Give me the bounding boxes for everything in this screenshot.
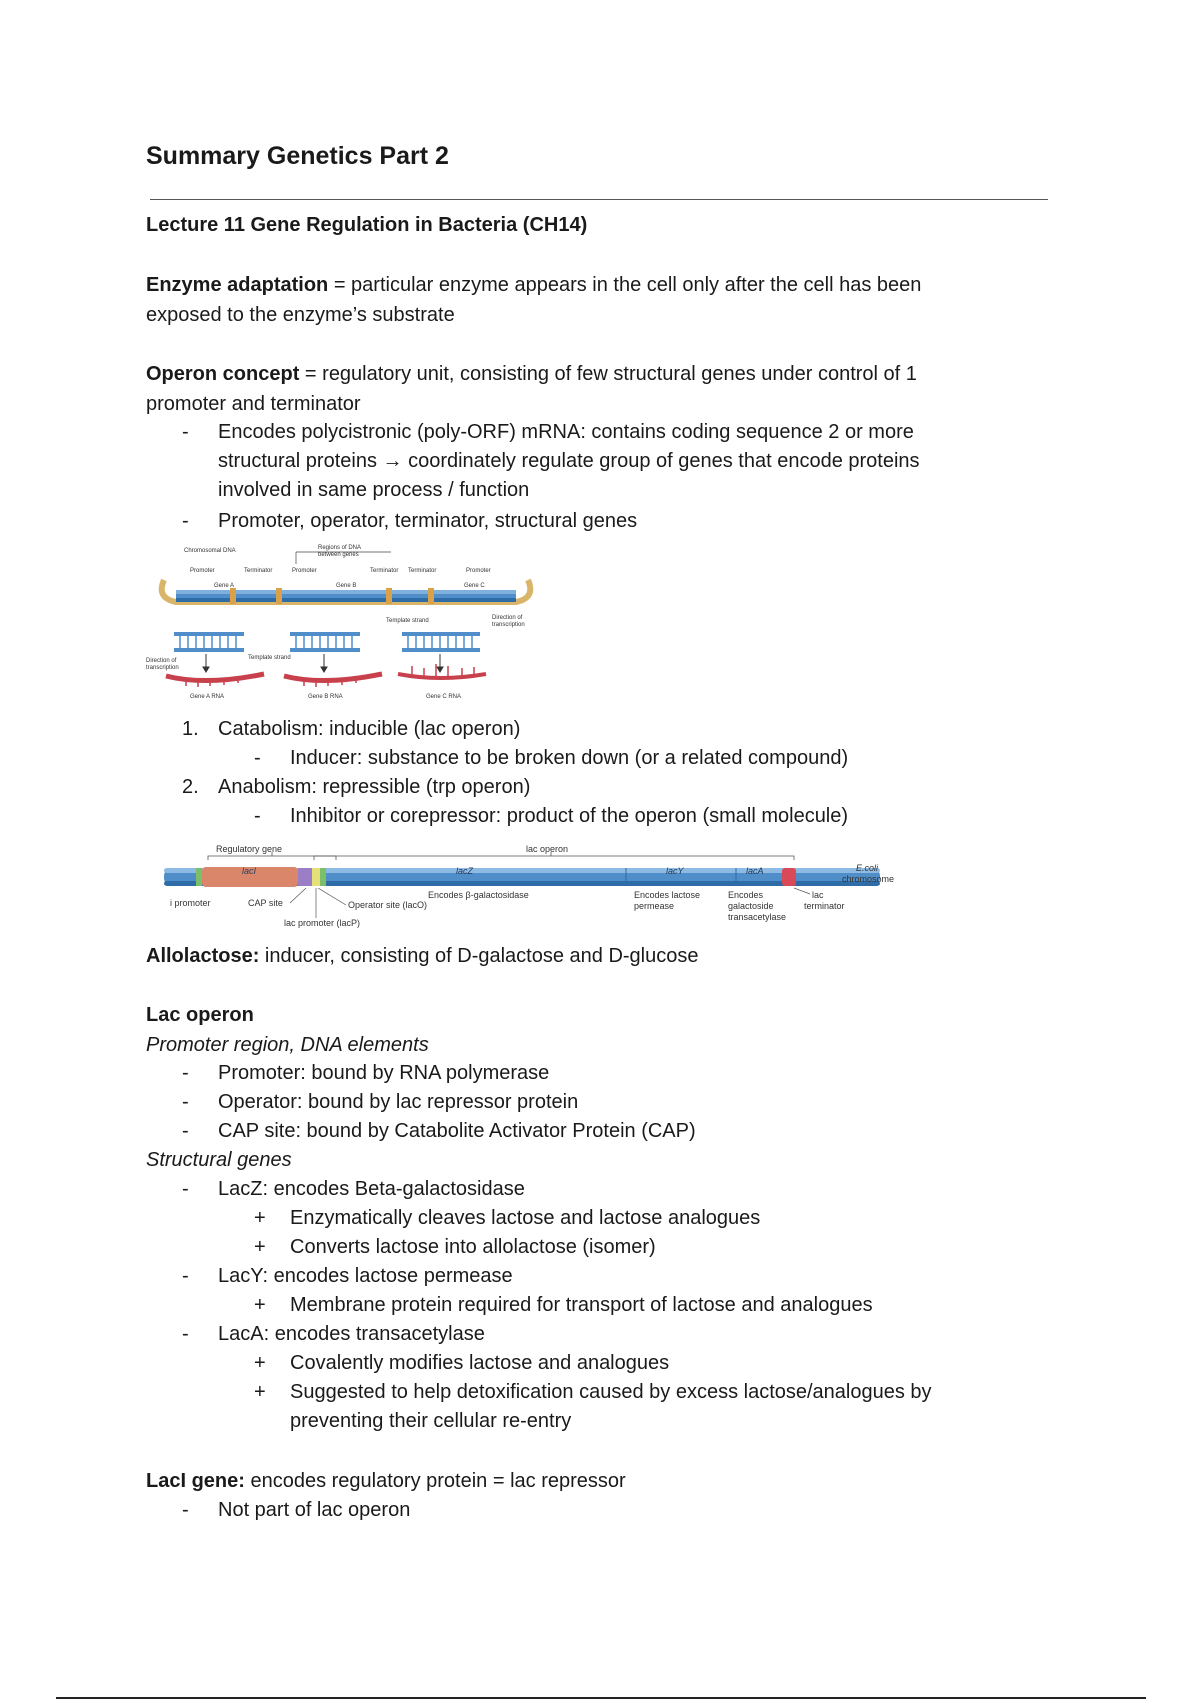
fig1-label-chromosomal-dna: Chromosomal DNA <box>184 548 236 554</box>
lecture-heading: Lecture 11 Gene Regulation in Bacteria (CH14) <box>146 214 588 236</box>
fig1-rna-b <box>284 674 382 681</box>
laci-bullet: Not part of lac operon <box>218 1499 411 1521</box>
bullet-dash: - <box>182 1499 189 1521</box>
fig2-label-permease: permease <box>634 901 675 911</box>
page-bottom-rule <box>56 1697 1146 1699</box>
cap-site-item: CAP site: bound by Catabolite Activator Protein (CAP) <box>218 1120 696 1142</box>
list-number-2: 2. <box>182 776 199 798</box>
laci-term: LacI gene: <box>146 1470 245 1492</box>
fig1-label-template-strand-right: Template strand <box>386 618 429 624</box>
fig1-label-promoter-c: Promoter <box>466 568 491 574</box>
lacy-sub-1: Membrane protein required for transport of lactose and analogues <box>290 1294 873 1316</box>
fig2-label-lac-operon: lac operon <box>526 844 569 854</box>
fig1-label-terminator-c: Terminator <box>408 568 437 574</box>
fig2-label-lacy: lacY <box>666 866 684 876</box>
laca-item: LacA: encodes transacetylase <box>218 1323 485 1345</box>
fig2-label-transacetylase: transacetylase <box>728 912 787 922</box>
bullet-dash: - <box>182 1091 189 1113</box>
fig1-label-regions: Regions of DNA <box>318 545 362 551</box>
fig1-label-transcription-right: transcription <box>492 622 525 628</box>
fig1-label-between-genes: between genes <box>318 552 359 558</box>
promoter-region-heading: Promoter region, DNA elements <box>146 1034 429 1056</box>
inducer-item: Inducer: substance to be broken down (or a related compound) <box>290 747 849 769</box>
fig2-label-chromosome: chromosome <box>842 874 895 884</box>
fig2-label-encodes-lactose: Encodes lactose <box>634 890 701 900</box>
bullet-dash: - <box>182 1323 189 1345</box>
bullet-dash: - <box>254 747 261 769</box>
enzyme-adaptation-line2: exposed to the enzyme’s substrate <box>146 304 455 326</box>
lac-operon-figure <box>156 838 916 934</box>
inhibitor-item: Inhibitor or corepressor: product of the operon (small molecule) <box>290 805 849 827</box>
laca-sub-1: Covalently modifies lactose and analogues <box>290 1352 670 1374</box>
laca-sub-2-line2: preventing their cellular re-entry <box>290 1410 572 1432</box>
operon-bullet-1-line2: structural proteins → coordinately regulate group of genes that encode proteins <box>218 450 920 472</box>
structural-genes-heading: Structural genes <box>146 1149 292 1171</box>
fig1-label-gene-c-rna: Gene C RNA <box>426 694 462 700</box>
fig2-label-encodes: Encodes <box>728 890 764 900</box>
allolactose-term: Allolactose: <box>146 945 260 967</box>
fig1-label-gene-a: Gene A <box>214 583 235 589</box>
bullet-dash: - <box>182 1062 189 1084</box>
enzyme-adaptation-term: Enzyme adaptation <box>146 274 329 296</box>
lacz-sub-2: Converts lactose into allolactose (isomer) <box>290 1236 656 1258</box>
promoter-item: Promoter: bound by RNA polymerase <box>218 1062 550 1084</box>
fig1-label-promoter-a: Promoter <box>190 568 215 574</box>
operon-bullet-2: Promoter, operator, terminator, structural genes <box>218 510 638 532</box>
operon-bullet-1-line1: Encodes polycistronic (poly-ORF) mRNA: contains coding sequence 2 or more <box>218 421 914 443</box>
allolactose-text: inducer, consisting of D-galactose and D-glucose <box>259 945 699 967</box>
operator-item: Operator: bound by lac repressor protein <box>218 1091 579 1113</box>
fig1-label-gene-a-rna: Gene A RNA <box>190 694 225 700</box>
fig1-label-transcription-left: transcription <box>146 665 179 671</box>
fig2-label-i-promoter: i promoter <box>170 898 211 908</box>
fig2-label-laca: lacA <box>746 866 764 876</box>
fig1-label-direction-right: Direction of <box>492 615 523 621</box>
catabolism-item: Catabolism: inducible (lac operon) <box>218 718 521 740</box>
operon-concept-line1: = regulatory unit, consisting of few structural genes under control of 1 <box>299 363 917 385</box>
bullet-plus: + <box>254 1207 266 1229</box>
fig1-rna-c <box>398 674 486 678</box>
list-number-1: 1. <box>182 718 199 740</box>
fig2-label-galactoside: galactoside <box>728 901 774 911</box>
operon-concept-line2: promoter and terminator <box>146 393 361 415</box>
operon-concept-term: Operon concept <box>146 363 300 385</box>
enzyme-adaptation-line1: = particular enzyme appears in the cell only after the cell has been <box>328 274 922 296</box>
lac-operon-heading: Lac operon <box>146 1004 254 1026</box>
fig1-rna-a <box>166 674 264 681</box>
fig1-gene-c-dna <box>402 632 480 652</box>
fig2-label-lacz: lacZ <box>456 866 474 876</box>
laci-paragraph <box>146 1466 1026 1496</box>
enzyme-adaptation-paragraph <box>146 270 1026 330</box>
bullet-plus: + <box>254 1236 266 1258</box>
document-title: Summary Genetics Part 2 <box>146 142 449 170</box>
transcription-figure <box>146 540 546 705</box>
fig2-label-regulatory-gene: Regulatory gene <box>216 844 283 854</box>
fig1-label-direction-left: Direction of <box>146 658 177 664</box>
laci-text: encodes regulatory protein = lac repressor <box>244 1470 626 1492</box>
fig2-label-encodes-bgal: Encodes β-galactosidase <box>428 890 529 900</box>
lacz-sub-1: Enzymatically cleaves lactose and lactose analogues <box>290 1207 761 1229</box>
fig1-label-gene-c: Gene C <box>464 583 485 589</box>
lacz-item: LacZ: encodes Beta-galactosidase <box>218 1178 525 1200</box>
bullet-dash: - <box>182 510 189 532</box>
fig2-label-operator-site: Operator site (lacO) <box>348 900 428 910</box>
bullet-dash: - <box>254 805 261 827</box>
operon-concept-paragraph <box>146 359 1026 419</box>
fig1-label-terminator-a: Terminator <box>244 568 273 574</box>
fig1-label-terminator-b: Terminator <box>370 568 399 574</box>
fig1-label-gene-b: Gene B <box>336 583 357 589</box>
fig2-label-terminator: terminator <box>804 901 845 911</box>
lacy-item: LacY: encodes lactose permease <box>218 1265 513 1287</box>
bullet-dash: - <box>182 421 189 443</box>
fig2-label-cap-site: CAP site <box>248 898 283 908</box>
bullet-plus: + <box>254 1381 266 1403</box>
anabolism-item: Anabolism: repressible (trp operon) <box>218 776 531 798</box>
bullet-plus: + <box>254 1352 266 1374</box>
allolactose-paragraph <box>146 941 1026 971</box>
fig2-label-lac-promoter: lac promoter (lacP) <box>284 918 361 928</box>
bullet-dash: - <box>182 1265 189 1287</box>
bullet-dash: - <box>182 1120 189 1142</box>
fig2-label-laci: lacI <box>242 866 257 876</box>
fig1-label-promoter-b: Promoter <box>292 568 317 574</box>
bullet-dash: - <box>182 1178 189 1200</box>
fig2-label-lac: lac <box>812 890 824 900</box>
fig1-gene-a-dna <box>174 632 244 652</box>
fig1-label-gene-b-rna: Gene B RNA <box>308 694 343 700</box>
laca-sub-2-line1: Suggested to help detoxification caused by excess lactose/analogues by <box>290 1381 932 1403</box>
fig1-gene-b-dna <box>290 632 360 652</box>
title-divider <box>150 199 1048 200</box>
fig2-label-ecoli: E.coli <box>856 863 879 873</box>
bullet-plus: + <box>254 1294 266 1316</box>
operon-bullet-1-line3: involved in same process / function <box>218 479 530 501</box>
fig1-label-template-strand-left: Template strand <box>248 655 291 661</box>
